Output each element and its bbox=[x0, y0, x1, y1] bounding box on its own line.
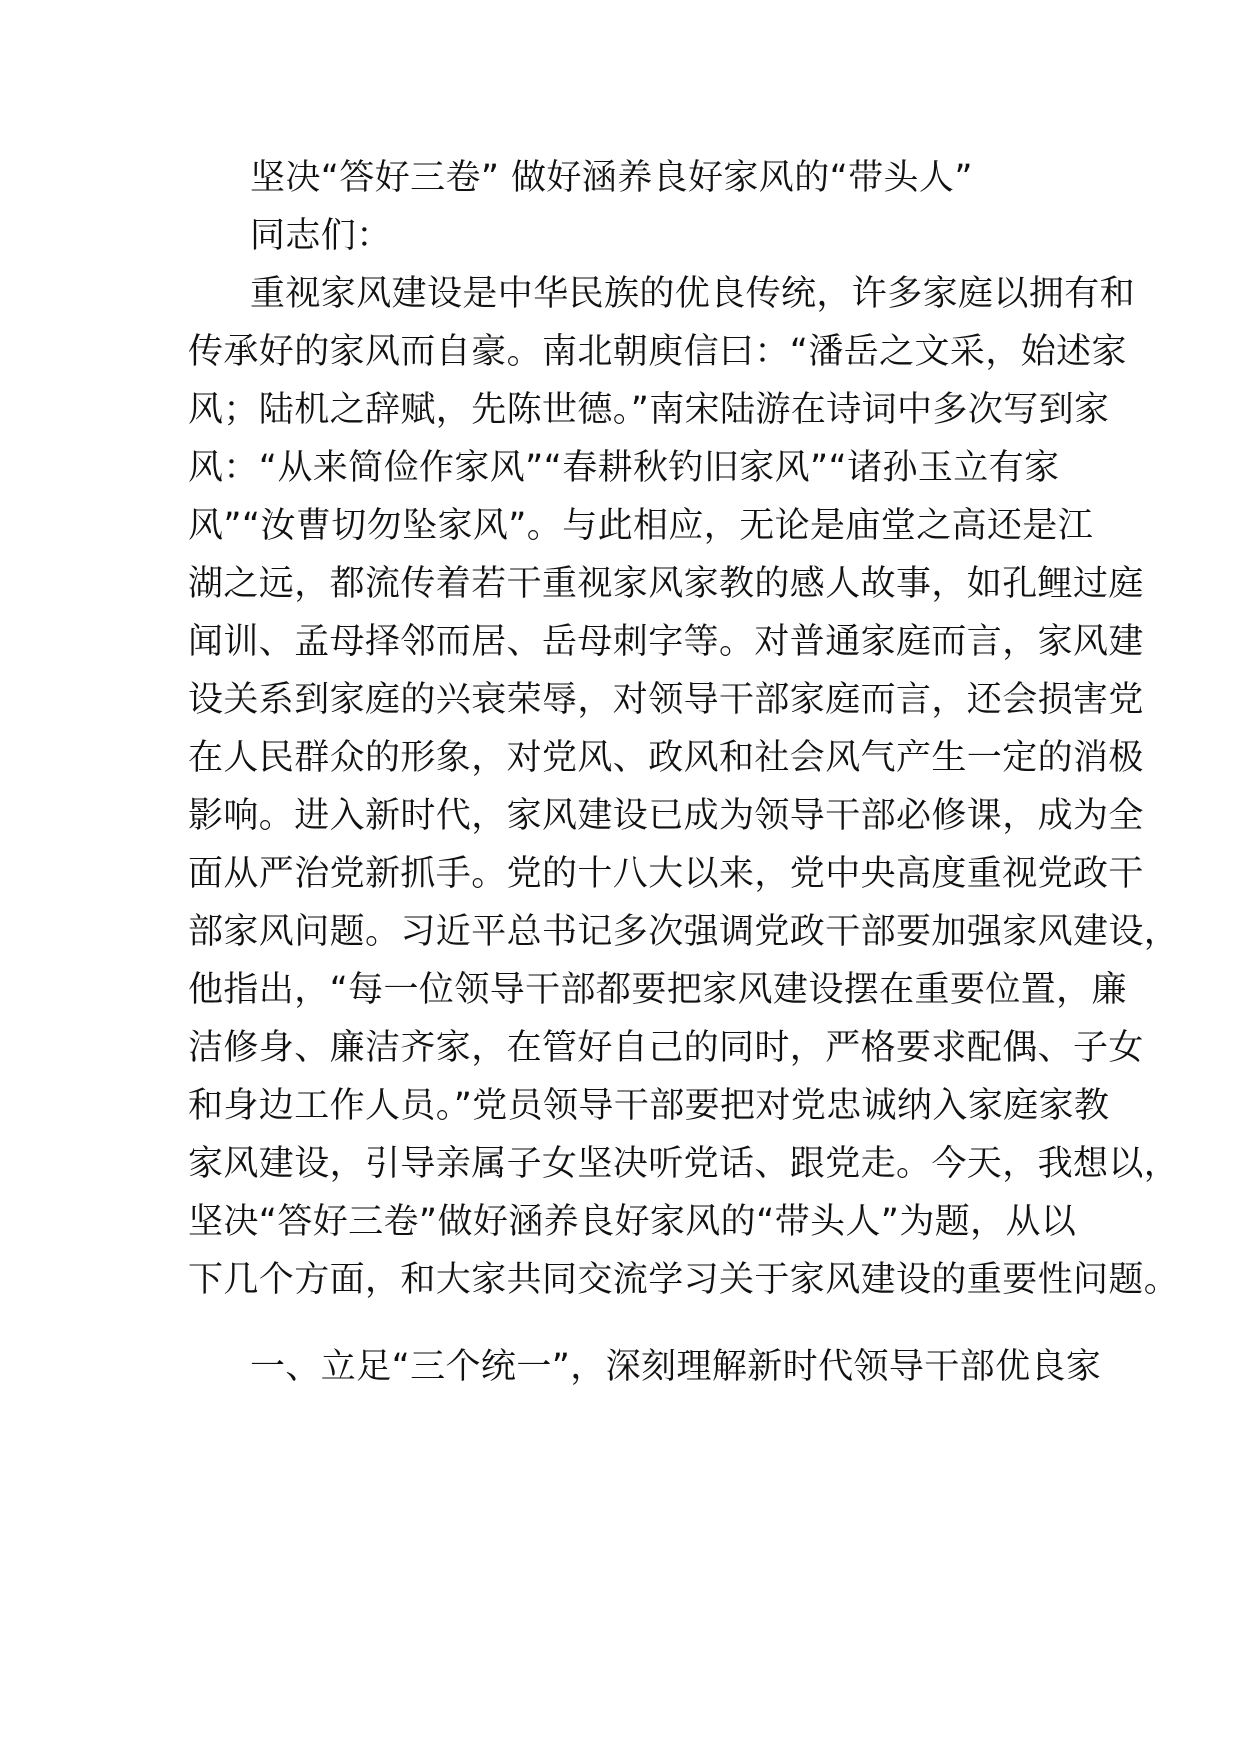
paragraph-line: 在人民群众的形象，对党风、政风和社会风气产生一定的消极 bbox=[188, 738, 1144, 778]
paragraph-line: 风；陆机之辞赋，先陈世德。”南宋陆游在诗词中多次写到家 bbox=[188, 390, 1110, 430]
paragraph-line: 面从严治党新抓手。党的十八大以来，党中央高度重视党政干 bbox=[188, 854, 1144, 894]
document-title: 坚决“答好三卷” 做好涵养良好家风的“带头人” bbox=[250, 158, 973, 198]
paragraph-line: 部家风问题。习近平总书记多次强调党政干部要加强家风建设， bbox=[188, 912, 1180, 952]
paragraph-line: 传承好的家风而自豪。南北朝庾信曰：“潘岳之文采，始述家 bbox=[188, 332, 1127, 372]
paragraph-line: 湖之远，都流传着若干重视家风家教的感人故事，如孔鲤过庭 bbox=[188, 564, 1144, 604]
salutation: 同志们： bbox=[250, 216, 392, 256]
paragraph-line: 坚决“答好三卷”做好涵养良好家风的“带头人”为题，从以 bbox=[188, 1202, 1077, 1242]
paragraph-line: 家风建设，引导亲属子女坚决听党话、跟党走。今天，我想以， bbox=[188, 1144, 1180, 1184]
paragraph-line: 下几个方面，和大家共同交流学习关于家风建设的重要性问题。 bbox=[188, 1260, 1180, 1300]
paragraph-line: 影响。进入新时代，家风建设已成为领导干部必修课，成为全 bbox=[188, 796, 1144, 836]
paragraph-line: 和身边工作人员。”党员领导干部要把对党忠诚纳入家庭家教 bbox=[188, 1086, 1110, 1126]
paragraph-line: 他指出，“每一位领导干部都要把家风建设摆在重要位置，廉 bbox=[188, 970, 1127, 1010]
paragraph-line: 重视家风建设是中华民族的优良传统，许多家庭以拥有和 bbox=[250, 274, 1136, 314]
section-heading: 一、立足“三个统一”，深刻理解新时代领导干部优良家 bbox=[250, 1347, 1102, 1387]
paragraph-line: 洁修身、廉洁齐家，在管好自己的同时，严格要求配偶、子女 bbox=[188, 1028, 1144, 1068]
paragraph-line: 风：“从来简俭作家风”“春耕秋钓旧家风”“诸孙玉立有家 bbox=[188, 448, 1060, 488]
paragraph-line: 风”“汝曹切勿坠家风”。与此相应，无论是庙堂之高还是江 bbox=[188, 506, 1094, 546]
paragraph-line: 闻训、孟母择邻而居、岳母刺字等。对普通家庭而言，家风建 bbox=[188, 622, 1144, 662]
paragraph-line: 设关系到家庭的兴衰荣辱，对领导干部家庭而言，还会损害党 bbox=[188, 680, 1144, 720]
